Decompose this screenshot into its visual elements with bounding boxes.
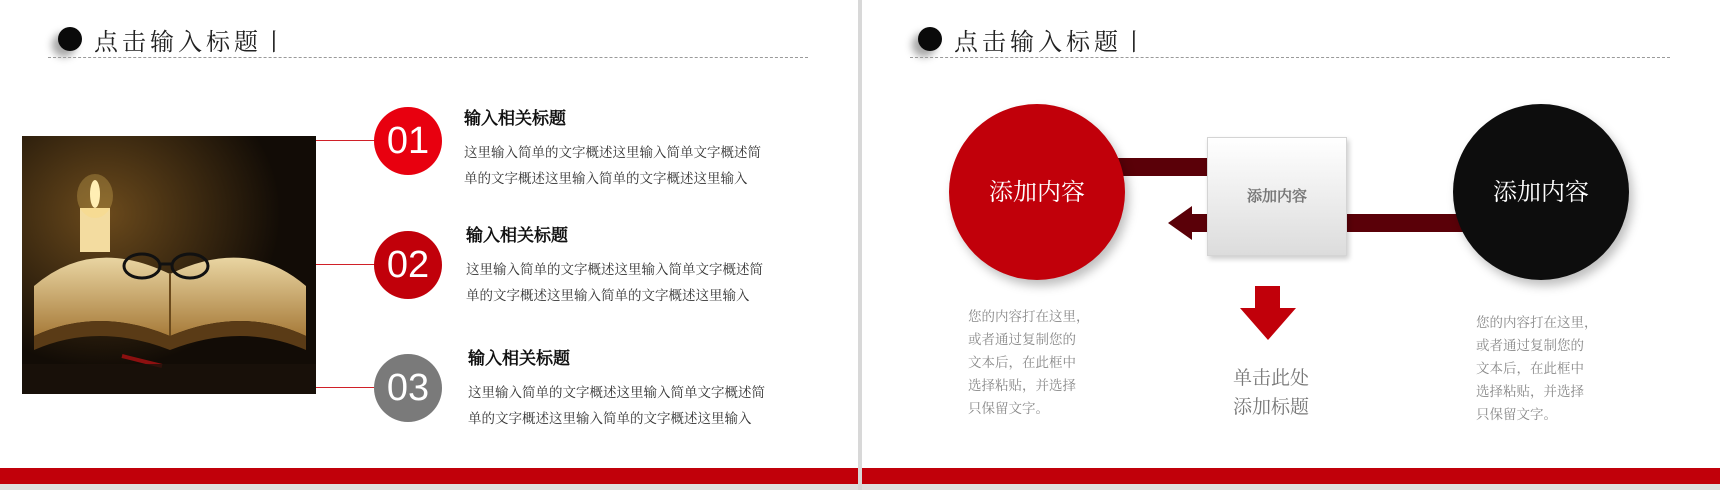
description-line: 这里输入简单的文字概述这里输入简单文字概述简 xyxy=(464,145,761,161)
item-title[interactable]: 输入相关标题 xyxy=(464,109,566,129)
item-description[interactable] xyxy=(468,380,788,432)
description-line: 单的文字概述这里输入简单的文字概述这里输入 xyxy=(468,411,752,427)
note-line: 或者通过复制您的 xyxy=(968,332,1076,348)
right-note[interactable] xyxy=(1476,312,1606,427)
left-note[interactable] xyxy=(968,306,1098,421)
note-line: 选择粘贴，并选择 xyxy=(1476,384,1584,400)
number-badge: 03 xyxy=(374,354,442,422)
note-line: 您的内容打在这里， xyxy=(1476,315,1598,331)
center-box[interactable]: 添加内容 xyxy=(1207,137,1347,256)
item-description[interactable] xyxy=(466,257,786,309)
connector-line xyxy=(316,140,376,141)
note-line: 文本后，在此框中 xyxy=(968,355,1076,371)
slide-right xyxy=(862,0,1720,490)
candle-book-image xyxy=(22,136,316,394)
connector-line xyxy=(316,264,376,265)
right-circle[interactable]: 添加内容 xyxy=(1453,104,1629,280)
description-line: 单的文字概述这里输入简单的文字概述这里输入 xyxy=(464,171,748,187)
note-line: 或者通过复制您的 xyxy=(1476,338,1584,354)
description-line: 单的文字概述这里输入简单的文字概述这里输入 xyxy=(466,288,750,304)
slide-left xyxy=(0,0,858,490)
footer-bar xyxy=(862,468,1720,484)
footer-bar xyxy=(0,468,858,484)
click-title-line: 单击此处 xyxy=(1232,367,1309,389)
title-underline xyxy=(48,57,808,58)
item-description[interactable] xyxy=(464,140,784,192)
note-line: 文本后，在此框中 xyxy=(1476,361,1584,377)
description-line: 这里输入简单的文字概述这里输入简单文字概述简 xyxy=(466,262,763,278)
arrow-down-icon xyxy=(1240,286,1296,340)
note-line: 您的内容打在这里， xyxy=(968,309,1090,325)
item-title[interactable]: 输入相关标题 xyxy=(466,226,568,246)
note-line: 只保留文字。 xyxy=(1476,407,1557,423)
number-badge: 01 xyxy=(374,107,442,175)
slide-title[interactable]: 点击输入标题丨 xyxy=(954,28,1150,56)
footer-strip xyxy=(862,484,1720,490)
note-line: 只保留文字。 xyxy=(968,401,1049,417)
footer-strip xyxy=(0,484,858,490)
title-bullet-dot xyxy=(58,27,82,51)
description-line: 这里输入简单的文字概述这里输入简单文字概述简 xyxy=(468,385,765,401)
connector-line xyxy=(316,387,376,388)
left-circle[interactable]: 添加内容 xyxy=(949,104,1125,280)
item-title[interactable]: 输入相关标题 xyxy=(468,349,570,369)
number-badge: 02 xyxy=(374,231,442,299)
click-to-add-title[interactable] xyxy=(1211,364,1331,422)
note-line: 选择粘贴，并选择 xyxy=(968,378,1076,394)
click-title-line: 添加标题 xyxy=(1232,396,1309,418)
slide-title[interactable]: 点击输入标题丨 xyxy=(94,28,290,56)
